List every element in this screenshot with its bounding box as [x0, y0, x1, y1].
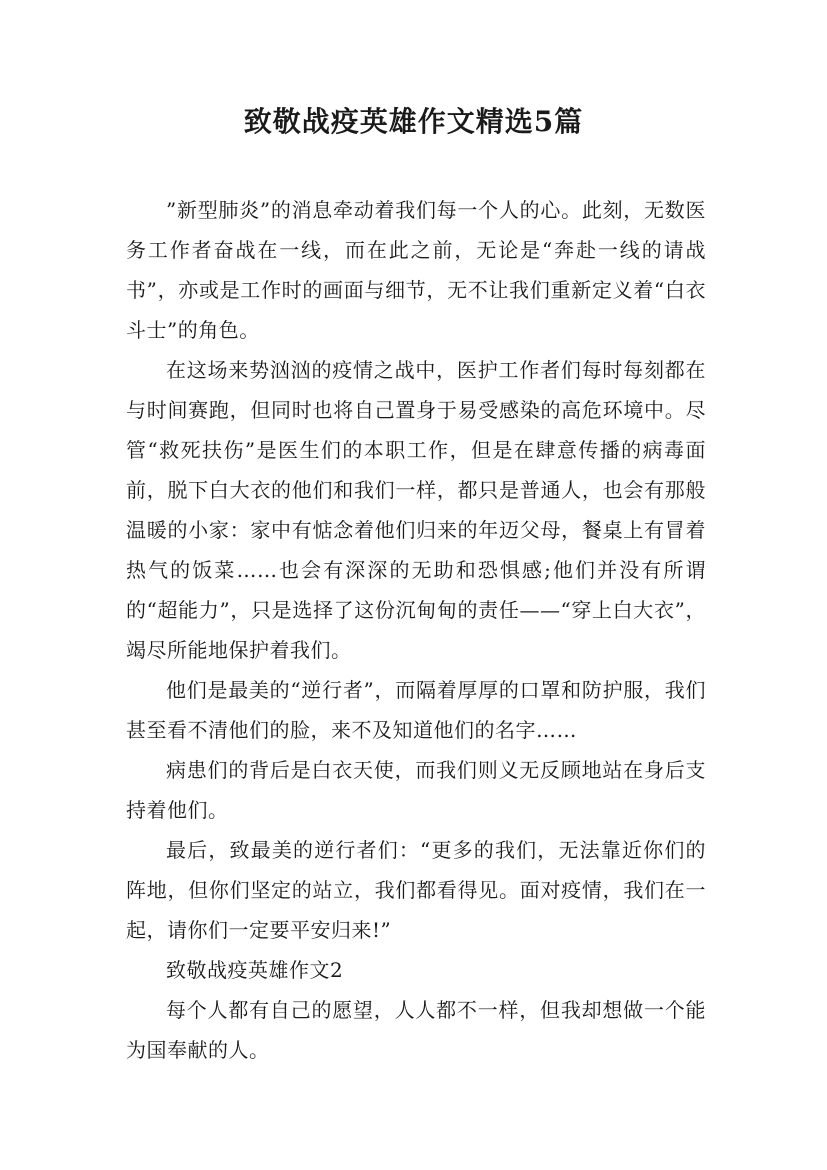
paragraph-1: ”新型肺炎”的消息牵动着我们每一个人的心。此刻，无数医务工作者奋战在一线，而在此之前，无论是“奔赴一线的请战书”，亦或是工作时的画面与细节，无不让我们重新定义着“白衣斗士”的角色。	[126, 198, 706, 342]
paragraph-2: 在这场来势汹汹的疫情之战中，医护工作者们每时每刻都在与时间赛跑，但同时也将自己置身于易受感染的高危环境中。尽管“救死扶伤”是医生们的本职工作，但是在肆意传播的病毒面前，脱下白大衣的他们和我们一样，都只是普通人，也会有那般温暖的小家：家中有惦念着他们归来的年迈父母，餐桌上有冒着热气的饭菜……也会有深深的无助和恐惧感;他们并没有所谓的“超能力”，只是选择了这份沉甸甸的责任——“穿上白大衣”，竭尽所能地保护着我们。	[126, 358, 706, 662]
paragraph-5: 最后，致最美的逆行者们：“更多的我们，无法靠近你们的阵地，但你们坚定的站立，我们都看得见。面对疫情，我们在一起，请你们一定要平安归来!”	[126, 838, 706, 942]
section-heading: 致敬战疫英雄作文2	[166, 958, 344, 982]
paragraph-3: 他们是最美的“逆行者”，而隔着厚厚的口罩和防护服，我们甚至看不清他们的脸，来不及知道他们的名字……	[126, 678, 706, 742]
document-title: 致敬战疫英雄作文精选5篇	[243, 105, 584, 138]
paragraph-6: 每个人都有自己的愿望，人人都不一样，但我却想做一个能为国奉献的人。	[126, 998, 706, 1062]
document-body	[126, 190, 706, 1070]
paragraph-4: 病患们的背后是白衣天使，而我们则义无反顾地站在身后支持着他们。	[126, 758, 706, 822]
